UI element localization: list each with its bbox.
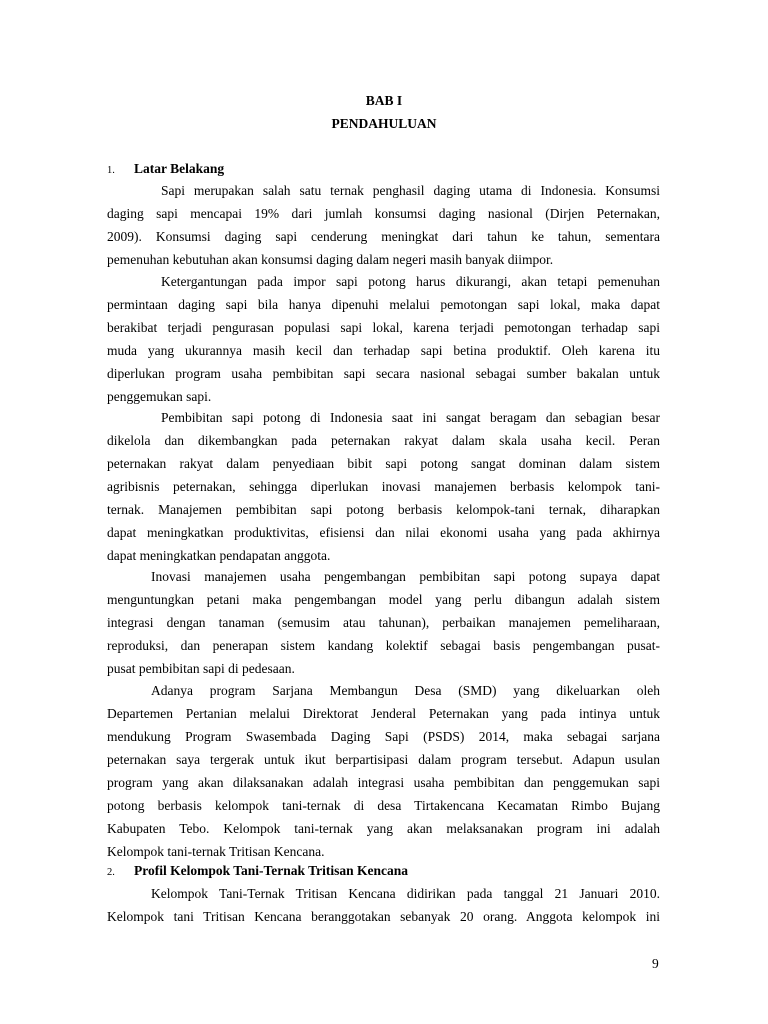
paragraph-line: mendukung Program Swasembada Daging Sapi (PSDS) 2014, maka sebagai sarjana [107, 729, 660, 744]
paragraph-3 [107, 406, 660, 567]
paragraph-5 [107, 679, 660, 863]
section-heading-2 [107, 863, 408, 879]
paragraph-line: menguntungkan petani maka pengembangan model yang perlu dibangun adalah sistem [107, 592, 660, 607]
paragraph-4 [107, 565, 660, 680]
paragraph-line: Adanya program Sarjana Membangun Desa (SMD) yang dikeluarkan oleh [151, 683, 660, 698]
paragraph-line: Sapi merupakan salah satu ternak penghasil daging utama di Indonesia. Konsumsi [161, 183, 660, 198]
paragraph-line: program yang akan dilaksanakan adalah integrasi usaha pembibitan dan penggemukan sapi [107, 775, 660, 790]
paragraph-line: peternakan saya tergerak untuk ikut berpartisipasi dalam program tersebut. Adapun usulan [107, 752, 660, 767]
paragraph-line: dikelola dan dikembangkan pada peternakan rakyat dalam skala usaha kecil. Peran [107, 433, 660, 448]
paragraph-line: berakibat terjadi pengurasan populasi sapi lokal, karena terjadi pemotongan terhadap sapi [107, 320, 660, 335]
paragraph-line: Inovasi manajemen usaha pengembangan pembibitan sapi potong supaya dapat [151, 569, 660, 584]
paragraph-line: reproduksi, dan penerapan sistem kandang kolektif sebagai basis pengembangan pusat- [107, 638, 660, 653]
paragraph-1 [107, 179, 660, 271]
section-number: 1. [107, 165, 115, 176]
paragraph-line: peternakan rakyat dalam penyediaan bibit sapi potong sangat dominan dalam sistem [107, 456, 660, 471]
paragraph-6 [107, 882, 660, 928]
section-number: 2. [107, 867, 115, 878]
section-heading-1 [107, 161, 224, 177]
paragraph-line: dapat meningkatkan pendapatan anggota. [107, 548, 331, 563]
paragraph-line: ternak. Manajemen pembibitan sapi potong berbasis kelompok-tani ternak, diharapkan [107, 502, 660, 517]
paragraph-2 [107, 270, 660, 408]
section-title: Latar Belakang [134, 161, 225, 176]
paragraph-line: Ketergantungan pada impor sapi potong harus dikurangi, akan tetapi pemenuhan [161, 274, 660, 289]
paragraph-line: 2009). Konsumsi daging sapi cenderung meningkat dari tahun ke tahun, sementara [107, 229, 660, 244]
chapter-title: PENDAHULUAN [331, 116, 437, 131]
paragraph-line: pemenuhan kebutuhan akan konsumsi daging dalam negeri masih banyak diimpor. [107, 252, 554, 267]
paragraph-line: Departemen Pertanian melalui Direktorat Jenderal Peternakan yang pada intinya untuk [107, 706, 660, 721]
paragraph-line: agribisnis peternakan, sehingga diperlukan inovasi manajemen berbasis kelompok tani- [107, 479, 660, 494]
paragraph-line: Kabupaten Tebo. Kelompok tani-ternak yang akan melaksanakan program ini adalah [107, 821, 660, 836]
paragraph-line: permintaan daging sapi bila hanya dipenuhi melalui pemotongan sapi lokal, maka dapat [107, 297, 660, 312]
paragraph-line: penggemukan sapi. [107, 389, 212, 404]
paragraph-line: muda yang ukurannya masih kecil dan terhadap sapi betina produktif. Oleh karena itu [107, 343, 660, 358]
paragraph-line: potong berbasis kelompok tani-ternak di desa Tirtakencana Kecamatan Rimbo Bujang [107, 798, 660, 813]
paragraph-line: Pembibitan sapi potong di Indonesia saat ini sangat beragam dan sebagian besar [161, 410, 660, 425]
paragraph-line: Kelompok Tani-Ternak Tritisan Kencana didirikan pada tanggal 21 Januari 2010. [151, 886, 660, 901]
section-title: Profil Kelompok Tani-Ternak Tritisan Kencana [134, 863, 409, 878]
chapter-label: BAB I [365, 93, 403, 108]
page-number: 9 [652, 956, 659, 971]
paragraph-line: Kelompok tani-ternak Tritisan Kencana. [107, 844, 325, 859]
paragraph-line: dapat meningkatkan produktivitas, efisiensi dan nilai ekonomi usaha yang pada akhirnya [107, 525, 660, 540]
paragraph-line: Kelompok tani Tritisan Kencana beranggotakan sebanyak 20 orang. Anggota kelompok ini [107, 909, 660, 924]
paragraph-line: daging sapi mencapai 19% dari jumlah konsumsi daging nasional (Dirjen Peternakan, [107, 206, 660, 221]
paragraph-line: integrasi dengan tanaman (semusim atau tahunan), perbaikan manajemen pemeliharaan, [107, 615, 660, 630]
paragraph-line: pusat pembibitan sapi di pedesaan. [107, 661, 295, 676]
paragraph-line: diperlukan program usaha pembibitan sapi secara nasional sebagai sumber bakalan untuk [107, 366, 660, 381]
